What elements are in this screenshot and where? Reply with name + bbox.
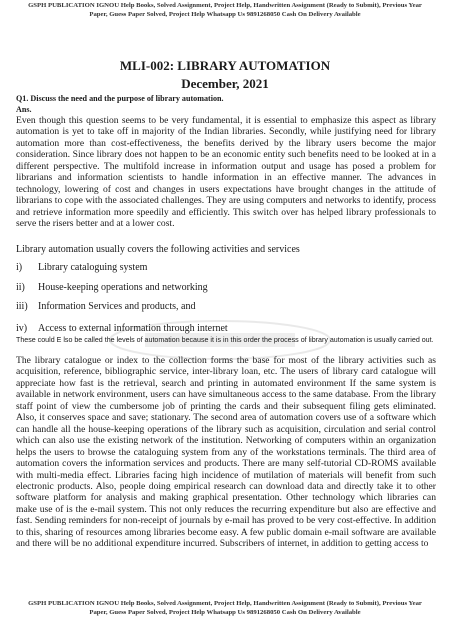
list-item-number: iii) (16, 301, 28, 312)
answer-paragraph-1: Even though this question seems to be very fundamental, it is essential to emphasize this aspect as library automation is yet to take off in majority of the Indian libraries. Secondly, while justifying need for library automation more than cost-effectiveness, the benefits derived by the library users become the major consideration. Since library does not happen to be an economic entity such benefits need to be looked at in a different perspective. The multifold increase in information output and usage has posed a problem for librarians and information scientists to handle information in an effective manner. The advances in technology, lowering of cost and changes in users expectations have brought changes in the attitude of librarians to cope with the associated challenges. They are using computers and networks to identify, process and retrieve information more speedily and efficiently. This switch over has helped library professionals to serve the risers better and at a lower cost. (16, 115, 436, 230)
answer-label: Ans. (16, 105, 32, 114)
answer-paragraph-2: The library catalogue or index to the collection forms the base for most of the library activities such as acquisition, reference, bibliographic service, inter-library loan, etc. The users of library card catalogue will appreciate how fast is the retrieval, search and printing in automated environment If the same system is available in network environment, users can have simultaneous access to the same database. From the library staff point of view the cumbersome job of printing the cards and their subsequent filing gets eliminated. Also, it conserves space and save; stationary. The second area of automation covers use of a software which can handle all the house-keeping operations of the library such as acquisition, circulation and serial control which can also use the existing network of the institution. Networking of computers within an organization helps the users to browse the cataloguing system from any of the workstations terminals. The third area of automation covers the information services and products. There are many self-tutorial CD-ROMS available with multi-media effect. Libraries facing high incidence of mutilation of materials will benefit from such electronic products. Also, people doing empirical research can download data and directly take it to other software platform for analysis and making graphical presentation. Other technology which libraries can make use of is the e-mail system. This not only reduces the recurring expenditure but also are effective and fast. Sending reminders for non-receipt of journals by e-mail has proved to be very cost-effective. In addition to this, sharing of resources among libraries become easy. A few public domain e-mail software are available and there will be no additional expenditure incurred. Subscribers of internet, in addition to getting access to (16, 355, 436, 550)
page-footer-banner: GSPH PUBLICATION IGNOU Help Books, Solved Assignment, Project Help, Handwritten Assignment (Ready to Submit), Previous Year Paper, Guess Paper Solved, Project Help Whatsapp Us 9891268050 Cash On Delivery Available (28, 600, 422, 616)
list-intro: Library automation usually covers the following activities and services (16, 244, 300, 255)
list-item (16, 262, 147, 274)
list-item (16, 301, 195, 313)
list-item-number: ii) (16, 282, 25, 293)
question-text: Q1. Discuss the need and the purpose of library automation. (16, 94, 224, 103)
list-item-text: House-keeping operations and networking (38, 282, 208, 293)
page-header-banner: GSPH PUBLICATION IGNOU Help Books, Solved Assignment, Project Help, Handwritten Assignment (Ready to Submit), Previous Year Paper, Guess Paper Solved, Project Help Whatsapp Us 9891268050 Cash On Delivery Available (28, 2, 422, 18)
list-item-number: iv) (16, 323, 28, 334)
list-item-text: Information Services and products, and (38, 301, 196, 312)
list-item-text: Access to external information through internet (38, 323, 228, 334)
list-item-text: Library cataloguing system (38, 262, 148, 273)
list-item-number: i) (16, 262, 23, 273)
exam-date: December, 2021 (181, 76, 269, 91)
document-title: MLI-002: LIBRARY AUTOMATION (119, 58, 331, 73)
levels-note: These could E lso be called the levels of automation because it is in this order the process of library automation is usually carried out. (16, 336, 434, 344)
list-item (16, 282, 208, 294)
